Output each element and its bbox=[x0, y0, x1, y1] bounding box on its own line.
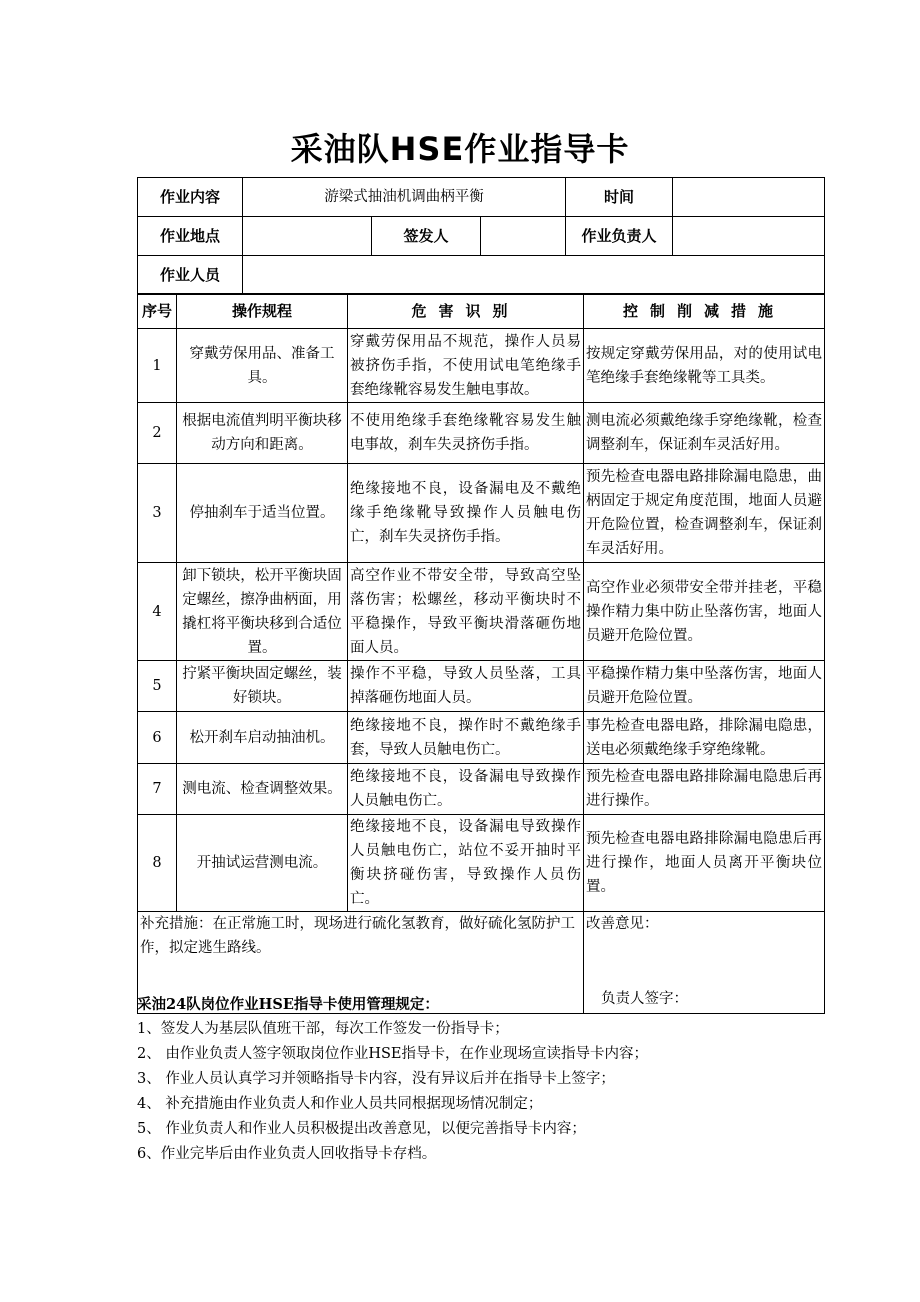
leader-label: 作业负责人 bbox=[566, 217, 673, 256]
row-seq: 6 bbox=[138, 712, 177, 764]
rule-item: 1、签发人为基层队值班干部，每次工作签发一份指导卡； bbox=[137, 1021, 509, 1037]
issuer-label: 签发人 bbox=[372, 217, 481, 256]
table-row bbox=[138, 403, 825, 464]
usage-rules bbox=[137, 992, 837, 1167]
rules-title: 采油24队岗位作业HSE指导卡使用管理规定： bbox=[137, 996, 439, 1013]
row-seq: 2 bbox=[138, 403, 177, 464]
issuer-field[interactable] bbox=[481, 217, 566, 256]
page-title: 采油队HSE作业指导卡 bbox=[290, 130, 630, 168]
table-row bbox=[138, 464, 825, 563]
leader-field[interactable] bbox=[673, 217, 825, 256]
row-control: 平稳操作精力集中坠落伤害，地面人员避开危险位置。 bbox=[584, 661, 825, 712]
row-hazard: 操作不平稳，导致人员坠落，工具掉落砸伤地面人员。 bbox=[348, 661, 584, 712]
col-seq-header: 序号 bbox=[138, 294, 177, 329]
row-hazard: 绝缘接地不良，设备漏电导致操作人员触电伤亡，站位不妥开抽时平衡块挤碰伤害，导致操作人员伤亡。 bbox=[348, 815, 584, 912]
row-seq: 1 bbox=[138, 329, 177, 403]
sign-label: 负责人签字： bbox=[601, 991, 688, 1007]
row-procedure: 开抽试运营测电流。 bbox=[177, 815, 348, 912]
row-control: 预先检查电器电路排除漏电隐患后再进行操作，地面人员离开平衡块位置。 bbox=[584, 815, 825, 912]
improve-label: 改善意见： bbox=[586, 916, 659, 932]
table-row bbox=[138, 329, 825, 403]
col-procedure-header: 操作规程 bbox=[177, 294, 348, 329]
personnel-label: 作业人员 bbox=[138, 256, 243, 295]
row-procedure: 根据电流值判明平衡块移动方向和距离。 bbox=[177, 403, 348, 464]
location-label: 作业地点 bbox=[138, 217, 243, 256]
rule-item: 4、 补充措施由作业负责人和作业人员共同根据现场情况制定； bbox=[137, 1096, 543, 1112]
table-row bbox=[138, 815, 825, 912]
table-row bbox=[138, 661, 825, 712]
table-row bbox=[138, 712, 825, 764]
row-control: 预先检查电器电路排除漏电隐患后再进行操作。 bbox=[584, 764, 825, 815]
table-row bbox=[138, 563, 825, 661]
header-table bbox=[137, 177, 825, 295]
row-procedure: 穿戴劳保用品、准备工具。 bbox=[177, 329, 348, 403]
row-procedure: 停抽刹车于适当位置。 bbox=[177, 464, 348, 563]
personnel-field[interactable] bbox=[243, 256, 825, 295]
rule-item: 3、 作业人员认真学习并领略指导卡内容，没有异议后并在指导卡上签字； bbox=[137, 1071, 615, 1087]
supplement-measures[interactable]: 补充措施：在正常施工时，现场进行硫化氢教育，做好硫化氢防护工作，拟定逃生路线。 bbox=[138, 912, 584, 1014]
content-value: 游梁式抽油机调曲柄平衡 bbox=[243, 178, 566, 217]
procedure-table bbox=[137, 293, 825, 1014]
rule-item: 5、 作业负责人和作业人员积极提出改善意见，以便完善指导卡内容； bbox=[137, 1121, 586, 1137]
row-seq: 8 bbox=[138, 815, 177, 912]
row-control: 测电流必须戴绝缘手穿绝缘靴，检查调整刹车，保证刹车灵活好用。 bbox=[584, 403, 825, 464]
row-procedure: 卸下锁块，松开平衡块固定螺丝，擦净曲柄面，用撬杠将平衡块移到合适位置。 bbox=[177, 563, 348, 661]
row-seq: 7 bbox=[138, 764, 177, 815]
row-control: 事先检查电器电路，排除漏电隐患，送电必须戴绝缘手穿绝缘靴。 bbox=[584, 712, 825, 764]
col-hazard-header: 危害识别 bbox=[348, 294, 584, 329]
row-control: 高空作业必须带安全带并挂老，平稳操作精力集中防止坠落伤害，地面人员避开危险位置。 bbox=[584, 563, 825, 661]
row-procedure: 拧紧平衡块固定螺丝，装好锁块。 bbox=[177, 661, 348, 712]
col-control-header: 控制削减措施 bbox=[584, 294, 825, 329]
time-label: 时间 bbox=[566, 178, 673, 217]
location-field[interactable] bbox=[243, 217, 372, 256]
row-hazard: 穿戴劳保用品不规范，操作人员易被挤伤手指，不使用试电笔绝缘手套绝缘靴容易发生触电事故。 bbox=[348, 329, 584, 403]
row-seq: 4 bbox=[138, 563, 177, 661]
row-hazard: 绝缘接地不良，操作时不戴绝缘手套，导致人员触电伤亡。 bbox=[348, 712, 584, 764]
time-field[interactable] bbox=[673, 178, 825, 217]
row-hazard: 不使用绝缘手套绝缘靴容易发生触电事故，刹车失灵挤伤手指。 bbox=[348, 403, 584, 464]
row-hazard: 绝缘接地不良，设备漏电及不戴绝缘手绝缘靴导致操作人员触电伤亡，刹车失灵挤伤手指。 bbox=[348, 464, 584, 563]
rule-item: 6、作业完毕后由作业负责人回收指导卡存档。 bbox=[137, 1146, 437, 1162]
row-procedure: 松开刹车启动抽油机。 bbox=[177, 712, 348, 764]
row-hazard: 绝缘接地不良，设备漏电导致操作人员触电伤亡。 bbox=[348, 764, 584, 815]
row-control: 按规定穿戴劳保用品，对的使用试电笔绝缘手套绝缘靴等工具类。 bbox=[584, 329, 825, 403]
row-seq: 3 bbox=[138, 464, 177, 563]
content-label: 作业内容 bbox=[138, 178, 243, 217]
rule-item: 2、 由作业负责人签字领取岗位作业HSE指导卡，在作业现场宣读指导卡内容； bbox=[137, 1046, 648, 1062]
row-procedure: 测电流、检查调整效果。 bbox=[177, 764, 348, 815]
row-control: 预先检查电器电路排除漏电隐患，曲柄固定于规定角度范围，地面人员避开危险位置，检查调整刹车，保证刹车灵活好用。 bbox=[584, 464, 825, 563]
row-hazard: 高空作业不带安全带，导致高空坠落伤害；松螺丝，移动平衡块时不平稳操作，导致平衡块滑落砸伤地面人员。 bbox=[348, 563, 584, 661]
row-seq: 5 bbox=[138, 661, 177, 712]
table-row bbox=[138, 764, 825, 815]
